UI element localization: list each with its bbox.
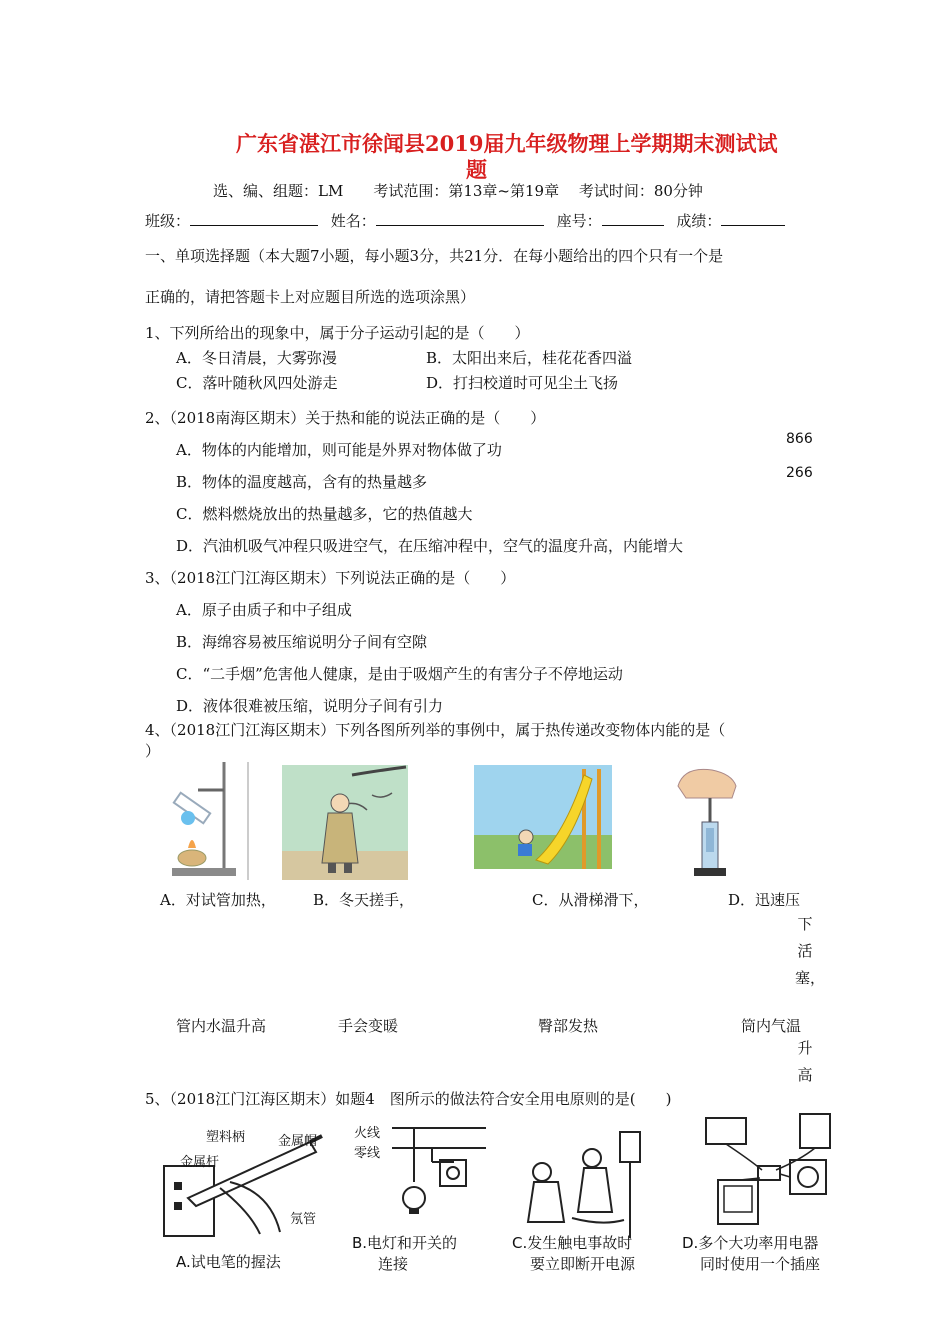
score-label: 成绩：	[676, 212, 722, 230]
exam-meta: 选、编、组题：LM 考试范围：第13章~第19章 考试时间：80分钟	[213, 182, 703, 200]
q3-option-a[interactable]: A．原子由质子和中子组成	[176, 601, 352, 619]
q4-caption-b-top: B．冬天搓手，	[313, 891, 415, 909]
q5-caption-c-line2: 要立即断开电源	[530, 1255, 636, 1273]
margin-number-1: 866	[786, 431, 813, 447]
figure-test-tube-heating	[158, 760, 254, 880]
name-blank[interactable]	[376, 211, 544, 226]
fig5a-label-neon-tube: 氖管	[290, 1212, 317, 1227]
fig5b-label-live-wire: 火线	[354, 1126, 381, 1141]
q2-option-d[interactable]: D．汽油机吸气冲程只吸进空气，在压缩冲程中，空气的温度升高，内能增大	[176, 537, 684, 555]
q1-option-d[interactable]: D．打扫校道时可见尘土飞扬	[426, 374, 619, 392]
q3-option-d[interactable]: D．液体很难被压缩，说明分子间有引力	[176, 697, 444, 715]
fig5a-label-plastic-handle: 塑料柄	[206, 1130, 246, 1145]
q5-caption-d-line2: 同时使用一个插座	[700, 1255, 821, 1273]
fig5a-label-metal-rod: 金属杆	[180, 1155, 220, 1170]
q2-option-b[interactable]: B．物体的温度越高，含有的热量越多	[176, 473, 428, 491]
q1-option-a[interactable]: A．冬日清晨，大雾弥漫	[176, 349, 337, 367]
seat-label: 座号：	[556, 212, 602, 230]
q5-stem: 5、（2018江门江海区期末）如题4 图所示的做法符合安全用电原则的是( )	[145, 1090, 672, 1108]
q4-caption-a-top: A．对试管加热，	[160, 891, 276, 909]
section-intro-line2: 正确的，请把答题卡上对应题目所选的选项涂黑）	[145, 288, 476, 306]
q4-caption-b-bottom: 手会变暖	[338, 1017, 399, 1035]
section-intro-line1: 一、单项选择题（本大题7小题，每小题3分，共21分．在每小题给出的四个只有一个是	[145, 247, 724, 265]
q5-caption-c-line1: C.发生触电事故时	[512, 1234, 633, 1252]
q5-caption-b-line2: 连接	[378, 1255, 409, 1273]
q2-option-a[interactable]: A．物体的内能增加，则可能是外界对物体做了功	[176, 441, 502, 459]
q1-option-b[interactable]: B．太阳出来后，桂花花香四溢	[426, 349, 633, 367]
figure-slide	[474, 765, 612, 869]
q5-caption-b-line1: B.电灯和开关的	[352, 1234, 458, 1252]
q1-stem: 1、下列所给出的现象中，属于分子运动引起的是（ ）	[145, 324, 530, 342]
figure-rubbing-hands	[282, 765, 408, 880]
fig5a-label-metal-cap: 金属帽	[278, 1134, 318, 1149]
q2-option-c[interactable]: C．燃料燃烧放出的热量越多，它的热值越大	[176, 505, 473, 523]
q4-caption-d-vertical-top: 下活塞，	[795, 915, 826, 987]
margin-number-2: 266	[786, 465, 813, 481]
q5-caption-a: A.试电笔的握法	[176, 1253, 281, 1271]
q3-option-b[interactable]: B．海绵容易被压缩说明分子间有空隙	[176, 633, 428, 651]
figure-air-pump	[672, 762, 752, 880]
q3-option-c[interactable]: C．“二手烟”危害他人健康，是由于吸烟产生的有害分子不停地运动	[176, 665, 623, 683]
figure-overloaded-socket	[700, 1110, 850, 1234]
figure-lamp-switch-circuit	[392, 1122, 488, 1234]
q2-stem: 2、（2018南海区期末）关于热和能的说法正确的是（ ）	[145, 409, 546, 427]
name-label: 姓名：	[330, 212, 376, 230]
q4-caption-c-bottom: 臀部发热	[538, 1017, 599, 1035]
q4-caption-d-vertical-bottom: 升高	[797, 1039, 813, 1084]
q1-option-c[interactable]: C．落叶随秋风四处游走	[176, 374, 338, 392]
q4-stem-line1: 4、（2018江门江海区期末）下列各图所列举的事例中，属于热传递改变物体内能的是（	[145, 721, 726, 739]
figure-shock-rescue	[512, 1122, 662, 1240]
score-blank[interactable]	[721, 211, 785, 226]
q5-caption-d-line1: D.多个大功率用电器	[682, 1234, 819, 1252]
q4-caption-d-top: D．迅速压	[728, 891, 801, 909]
q4-caption-c-top: C．从滑梯滑下，	[532, 891, 649, 909]
q3-stem: 3、（2018江门江海区期末）下列说法正确的是（ ）	[145, 569, 516, 587]
q4-caption-a-bottom: 管内水温升高	[176, 1017, 267, 1035]
info-fields-row	[145, 210, 785, 231]
seat-blank[interactable]	[602, 211, 664, 226]
class-label: 班级：	[145, 212, 191, 230]
page-title-line2: 题	[466, 157, 487, 182]
fig5b-label-neutral-wire: 零线	[354, 1146, 381, 1161]
page-title-line1: 广东省湛江市徐闻县2019届九年级物理上学期期末测试试	[236, 131, 778, 156]
q4-caption-d-bottom: 筒内气温	[741, 1017, 802, 1035]
q4-stem-line2: ）	[145, 742, 161, 760]
class-blank[interactable]	[190, 211, 318, 226]
